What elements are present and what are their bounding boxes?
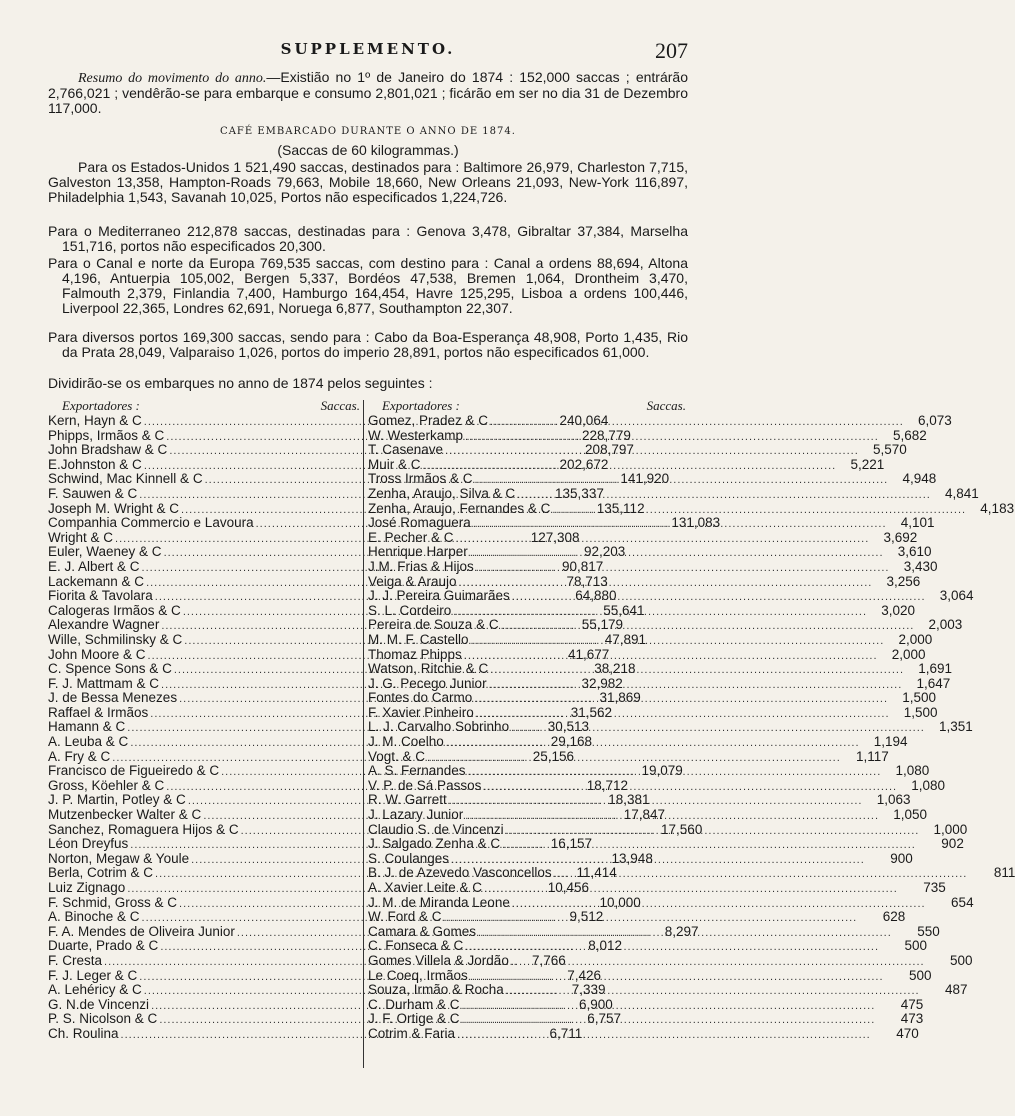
exporter-name: Cotrim & Faria [368, 1025, 456, 1041]
exporter-name: Alexandre Wagner [48, 617, 160, 633]
exporter-name: E. J. Albert & C [48, 558, 140, 574]
dot-leader [517, 485, 931, 503]
sacks-value: 208,797 [585, 442, 634, 458]
sacks-value: 1,080 [911, 777, 946, 793]
sacks-value: 473 [900, 1011, 924, 1027]
sacks-value: 3,610 [897, 544, 932, 560]
sacks-value: 18,712 [586, 777, 629, 793]
exporter-name: Sanchez, Romaguera Hijos & C [48, 821, 239, 837]
dot-leader [473, 517, 887, 532]
table-row [368, 777, 946, 794]
table-row [368, 617, 963, 633]
dot-leader [423, 456, 837, 474]
sacks-value: 811 [993, 865, 1015, 881]
exporter-name: Francisco de Figueiredo & C [48, 763, 220, 779]
sacks-value: 55,179 [581, 617, 624, 633]
sacks-value: 5,682 [892, 427, 927, 443]
sacks-value: 470 [896, 1025, 919, 1041]
exporter-name: John Bradshaw & C [48, 442, 168, 458]
dot-leader [471, 631, 885, 649]
sacks-value: 32,982 [581, 675, 623, 691]
exporter-name: S. L. Cordeiro [368, 602, 452, 618]
exporter-name: M. M. F. Castello [368, 631, 469, 647]
table-row [368, 413, 952, 429]
section-title: CAFÉ EMBARCADO DURANTE O ANNO DE 1874. [220, 126, 516, 137]
sacks-value: 2,003 [928, 617, 963, 633]
exporter-name: Watson, Ritchie & C [368, 661, 489, 677]
exporter-name: Euler, Waeney & C [48, 544, 162, 560]
exporter-name: Schwind, Mac Kinnell & C [48, 471, 203, 487]
dot-leader [476, 558, 890, 576]
exporter-name: Phipps, Irmãos & C [48, 427, 165, 443]
paragraph-canal-europa: Para o Canal e norte da Europa 769,535 saccas, com destino para : Canal a ordens 88,694, Altona 4,196, Antuerpia 105,002, Bergen 5,337, Bordéos 47,538, Bremen 1,064, Drontheim 3,470, Falmouth 2,379, Finlandia 7,400, Hamburgo 164,454, Havre 125,295, Lisboa a ordens 100,446, Liverpool 22,365, Londres 62,691, Noruega 6,877, Southampton 22,307. [48, 255, 688, 316]
page-title: SUPPLEMENTO. [280, 40, 456, 58]
exporter-name: Lackemann & C [48, 573, 145, 589]
table-row [368, 719, 973, 735]
dot-leader [445, 444, 859, 459]
sacks-value: 16,157 [550, 836, 593, 852]
table-row [368, 923, 940, 940]
dot-leader [484, 882, 898, 897]
exporter-name: J. Salgado Zenha & C [368, 836, 501, 852]
dot-leader [506, 984, 920, 999]
table-row [368, 646, 926, 663]
exporter-name: Fiorita & Tavolara [48, 588, 153, 604]
table-row [368, 894, 974, 911]
sacks-value: 5,221 [850, 456, 885, 472]
table-row [368, 588, 974, 604]
dot-leader [446, 736, 860, 751]
exporter-name: T. Casenave [368, 442, 444, 458]
sacks-value: 38,218 [594, 661, 636, 677]
table-row [368, 982, 968, 998]
page-number: 207 [655, 38, 688, 63]
sacks-value: 18,381 [608, 792, 650, 808]
table-row [368, 807, 928, 823]
sacks-value: 9,512 [569, 909, 604, 925]
dot-leader [483, 777, 897, 795]
section-subtitle: (Saccas de 60 kilogrammas.) [277, 142, 459, 158]
dot-leader [470, 546, 884, 561]
sacks-value: 127,308 [530, 529, 580, 545]
exporter-name: A. Leuba & C [48, 734, 129, 750]
exporter-name: J. M. Coelho [368, 734, 444, 750]
sacks-value: 29,168 [550, 734, 593, 750]
sacks-value: 31,869 [599, 690, 641, 706]
exporter-name: John Moore & C [48, 646, 146, 662]
table-row [368, 821, 968, 838]
exporter-name: C. Spence Sons & C [48, 661, 172, 677]
table-row [368, 1011, 924, 1027]
right-header-name: Exportadores : [382, 398, 460, 413]
table-row [368, 485, 979, 502]
exporter-name: F. A. Mendes de Oliveira Junior [48, 923, 235, 939]
table-row [368, 748, 889, 765]
sacks-value: 5,570 [872, 442, 907, 458]
paragraph-estados-unidos: Para os Estados-Unidos 1 521,490 saccas, destinados para : Baltimore 26,979, Charleston 7,715, Galveston 13,358, Hampton-Roads 79,663, Mobile 18,660, New Orleans 21,093, New-York 116,897, Philadelphia 1,543, Savanah 10,025, Portos não especificados 1,224,726. [48, 159, 688, 205]
dot-leader [512, 894, 926, 912]
sacks-value: 550 [917, 923, 940, 939]
exporter-name: R. W. Garrett [368, 792, 447, 808]
sacks-value: 55,641 [603, 602, 645, 618]
sacks-value: 1,063 [876, 792, 911, 808]
sacks-value: 500 [909, 967, 932, 983]
table-row [368, 661, 953, 677]
exporter-name: Fontes do Carmo [368, 690, 473, 706]
dot-leader [459, 573, 873, 591]
exporter-name: J. M. de Miranda Leone [368, 894, 510, 910]
exporter-name: Norton, Megaw & Youle [48, 850, 190, 866]
sacks-value: 4,948 [902, 471, 937, 487]
exporter-name: Zenha, Araujo, Silva & C [368, 485, 516, 501]
exporter-name: A. Fry & C [48, 748, 111, 764]
paragraph-diversos-portos: Para diversos portos 169,300 saccas, sendo para : Cabo da Boa-Esperança 48,908, Porto 1,435, Rio da Prata 28,049, Valparaiso 1,026, portos do imperio 28,891, portos não especificados 61,000. [48, 329, 688, 360]
table-row [368, 967, 932, 984]
sacks-value: 1,500 [902, 690, 937, 706]
table-row [368, 938, 928, 954]
exporter-name: Gross, Köehler & C [48, 777, 165, 793]
exporter-name: Thomaz Phipps [368, 646, 462, 662]
exporter-name: A. Binoche & C [48, 909, 140, 925]
exporter-name: J.M. Frias & Hijos [368, 558, 474, 574]
dot-leader [476, 704, 890, 722]
exporter-name: Hamann & C [48, 719, 126, 735]
sacks-value: 135,112 [596, 500, 645, 516]
exporter-name: Calogeras Irmãos & C [48, 602, 181, 618]
exporter-name: Companhia Commercio e Lavoura [48, 515, 254, 531]
sacks-value: 17,560 [661, 821, 703, 837]
table-row [368, 865, 1015, 881]
sacks-value: 654 [951, 894, 974, 910]
summary-label: Resumo do movimento do anno. [78, 71, 267, 86]
exporter-name: J. de Bessa Menezes [48, 690, 178, 706]
exporter-name: J. G. Pecego Junior [368, 675, 487, 691]
exporter-name: Duarte, Prado & C [48, 938, 159, 954]
exporter-name: Berla, Cotrim & C [48, 865, 154, 881]
sacks-value: 3,430 [903, 558, 938, 574]
dot-leader [462, 996, 876, 1014]
right-column-header [368, 398, 688, 414]
table-row [368, 880, 946, 896]
exporter-name: Tross Irmãos & C [368, 471, 473, 487]
table-row [368, 573, 921, 590]
exporter-name: C. Durham & C [368, 996, 460, 1012]
exporters-table [48, 398, 1015, 1078]
sacks-value: 90,817 [561, 558, 604, 574]
exporter-name: Le Coeq, Irmãos [368, 967, 468, 983]
exporter-name: J. F. Ortige & C [368, 1011, 460, 1027]
sacks-value: 10,000 [599, 894, 641, 910]
table-row [368, 442, 907, 458]
sacks-value: 735 [923, 880, 946, 895]
dot-leader [462, 1013, 876, 1028]
sacks-value: 10,456 [547, 880, 590, 895]
exporter-name: F. Sauwen & C [48, 485, 138, 501]
sacks-value: 6,757 [587, 1011, 622, 1027]
exporter-name: Souza, Irmão & Rocha [368, 982, 504, 998]
sacks-value: 78,713 [566, 573, 608, 589]
exporter-name: Ch. Roulina [48, 1025, 119, 1041]
sacks-value: 3,064 [939, 588, 974, 604]
exporter-name: J. J. Pereira Guimarães [368, 588, 510, 604]
exporter-name: Henrique Harper [368, 544, 468, 560]
exporter-name: Zenha, Araujo, Fernandes & C [368, 500, 551, 516]
sacks-value: 4,183 [980, 500, 1015, 516]
table-row [368, 427, 927, 444]
sacks-value: 131,083 [671, 515, 721, 531]
sacks-value: 1,080 [895, 763, 930, 779]
sacks-value: 47,891 [604, 631, 647, 647]
sacks-value: 11,414 [576, 865, 617, 881]
sacks-value: 141,920 [620, 471, 670, 487]
table-row [368, 952, 973, 969]
sacks-value: 475 [900, 996, 924, 1012]
exporter-name: A. S. Fernandes [368, 763, 466, 779]
table-row [368, 792, 911, 808]
sacks-value: 135,337 [555, 485, 604, 501]
sacks-value: 228,779 [582, 427, 631, 443]
dot-leader [457, 1025, 871, 1043]
table-row [368, 631, 933, 648]
sacks-value: 2,000 [891, 646, 926, 662]
exporter-name: S. Coulanges [368, 850, 450, 866]
sacks-value: 240,064 [559, 413, 609, 428]
dot-leader [464, 646, 878, 664]
exporter-name: Léon Dreyfus [48, 836, 129, 852]
sacks-value: 25,156 [532, 748, 574, 764]
sacks-value: 31,562 [570, 704, 613, 720]
sacks-value: 92,203 [584, 544, 626, 560]
exporter-name: Gomez, Pradez & C [368, 413, 489, 428]
table-row [368, 675, 951, 692]
sacks-value: 1,117 [856, 748, 889, 764]
sacks-value: 4,101 [900, 515, 935, 531]
sacks-value: 1,691 [918, 661, 953, 677]
sacks-value: 3,692 [883, 529, 918, 545]
exporter-name: L. J. Carvalho Sobrinho [368, 719, 510, 735]
left-column-header [48, 398, 362, 414]
dot-leader [449, 794, 863, 809]
table-row [368, 996, 924, 1013]
intro-line: Dividirão-se os embarques no anno de 1874 pelos seguintes : [48, 375, 433, 391]
sacks-value: 3,020 [881, 602, 916, 618]
sacks-value: 13,948 [611, 850, 653, 866]
right-header-value: Saccas. [646, 398, 686, 413]
dot-leader [465, 940, 879, 955]
exporter-name: Mutzenbecker Walter & C [48, 807, 202, 823]
sacks-value: 1,500 [903, 704, 938, 720]
table-row [368, 763, 930, 779]
table-row [368, 836, 964, 852]
dot-leader [474, 692, 888, 707]
table-row [368, 909, 906, 925]
dot-leader [512, 590, 926, 605]
dot-leader [475, 473, 889, 488]
dot-leader [465, 809, 879, 824]
table-row [368, 734, 908, 750]
sacks-value: 6,711 [549, 1025, 583, 1041]
exporter-name: W. Westerkamp [368, 427, 464, 443]
table-row [368, 704, 938, 721]
sacks-value: 7,426 [567, 967, 602, 983]
exporter-name: Claudio S. de Vincenzi [368, 821, 504, 837]
page-header [48, 38, 688, 68]
exporter-name: Luiz Zignago [48, 880, 126, 895]
exporter-name: W. Ford & C [368, 909, 442, 925]
sacks-value: 64,880 [575, 588, 617, 604]
sacks-value: 19,079 [641, 763, 683, 779]
dot-leader [506, 821, 920, 839]
sacks-value: 17,847 [623, 807, 666, 823]
dot-leader [427, 748, 841, 766]
left-header-name: Exportadores : [62, 398, 140, 413]
dot-leader [489, 675, 903, 693]
table-row [368, 544, 932, 560]
sacks-value: 1,000 [933, 821, 968, 837]
exporter-name: Pereira de Souza & C [368, 617, 499, 633]
sacks-value: 1,647 [916, 675, 951, 691]
dot-leader [490, 663, 904, 678]
table-row [368, 602, 916, 619]
table-row [368, 471, 937, 487]
sacks-value: 30,513 [547, 719, 590, 735]
exporter-name: A. Xavier Leite & C [368, 880, 483, 895]
exporter-name: C. Fonseca & C [368, 938, 464, 954]
sacks-value: 628 [882, 909, 906, 925]
dot-leader [490, 415, 904, 430]
exporter-name: E. Pecher & C [368, 529, 454, 545]
table-row [368, 500, 1015, 517]
paragraph-mediterraneo: Para o Mediterraneo 212,878 saccas, destinadas para : Genova 3,478, Gibraltar 37,384, Marselha 151,716, portos não especificados 20,300. [48, 223, 688, 254]
exporter-name: Camara & Gomes [368, 923, 477, 939]
sacks-value: 6,073 [917, 413, 952, 428]
table-row [368, 529, 918, 546]
sacks-value: 900 [890, 850, 913, 866]
exporter-name: V. P. de Sá Passos [368, 777, 482, 793]
summary-paragraph [48, 70, 688, 116]
sacks-value: 3,256 [886, 573, 921, 589]
sacks-value: 902 [941, 836, 964, 852]
exporter-name: Vogt. & C [368, 748, 426, 764]
exporter-name: Joseph M. Wright & C [48, 500, 180, 516]
sacks-value: 500 [904, 938, 928, 954]
left-header-value: Saccas. [320, 398, 360, 413]
exporter-name: J. Lazary Junior [368, 807, 464, 823]
dot-leader [456, 529, 870, 547]
exporter-name: José Romaguera [368, 515, 471, 531]
dot-leader [511, 952, 925, 970]
sacks-value: 1,050 [893, 807, 928, 823]
sacks-value: 2,000 [898, 631, 933, 647]
sacks-value: 1,351 [939, 719, 973, 735]
exporter-name: G. N.de Vincenzi [48, 996, 150, 1012]
sacks-value: 7,766 [531, 952, 566, 968]
sacks-value: 8,012 [588, 938, 623, 954]
dot-leader [465, 427, 879, 445]
dot-leader [468, 765, 882, 780]
table-row [368, 558, 938, 575]
summary-text: —Existião no 1º de Janeiro do 1874 : 152,000 saccas ; entrárão 2,766,021 ; vendêrão-se para embarque e consumo 2,801,021 ; ficárão em ser no dia 31 de Dezembro 117,000. [48, 69, 688, 116]
table-row [368, 456, 885, 473]
exporter-name: E.Johnston & C [48, 456, 142, 472]
exporter-name: A. Lehéricy & C [48, 982, 142, 998]
dot-leader [501, 619, 915, 634]
sacks-value: 500 [950, 952, 973, 968]
exporter-name: Wright & C [48, 529, 114, 545]
sacks-value: 8,297 [664, 923, 699, 939]
sacks-value: 202,672 [559, 456, 609, 472]
table-row [368, 690, 937, 706]
sacks-value: 41,677 [567, 646, 610, 662]
exporter-name: F. J. Leger & C [48, 967, 138, 983]
exporter-name: Kern, Hayn & C [48, 413, 142, 428]
exporter-name: F. Schmid, Gross & C [48, 894, 178, 910]
exporter-name: J. P. Martin, Potley & C [48, 792, 186, 808]
exporter-name: F. J. Mattmam & C [48, 675, 160, 691]
exporter-name: Veiga & Araujo [368, 573, 457, 589]
exporter-name: P. S. Nicolson & C [48, 1011, 158, 1027]
sacks-value: 1,194 [873, 734, 908, 750]
dot-leader [511, 721, 925, 736]
dot-leader [470, 967, 884, 985]
table-row [368, 1025, 919, 1042]
sacks-value: 487 [945, 982, 968, 998]
dot-leader [502, 838, 916, 853]
sacks-value: 4,841 [945, 485, 979, 501]
dot-leader [478, 923, 892, 941]
exporter-name: B. J. de Azevedo Vasconcellos [368, 865, 552, 881]
dot-leader [444, 911, 858, 926]
dot-leader [554, 867, 968, 882]
exporter-name: Wille, Schmilinsky & C [48, 631, 183, 647]
exporter-name: Muir & C [368, 456, 421, 472]
table-row [368, 850, 913, 867]
exporter-name: F. Xavier Pinheiro [368, 704, 474, 720]
sacks-value: 6,900 [579, 996, 613, 1012]
exporter-name: Raffael & Irmãos [48, 704, 149, 720]
dot-leader [453, 602, 867, 620]
sacks-value: 7,339 [571, 982, 606, 998]
exporter-name: F. Cresta [48, 952, 103, 968]
exporter-name: Gomes Villela & Jordão [368, 952, 509, 968]
